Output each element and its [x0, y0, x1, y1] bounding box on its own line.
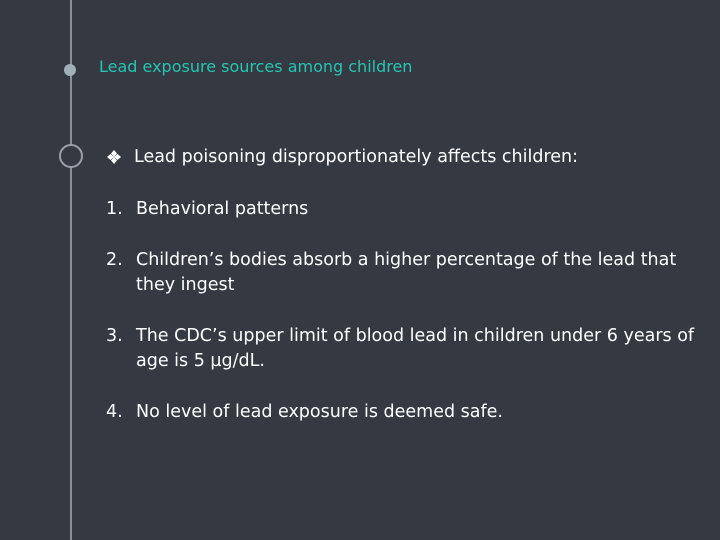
list-item-number: 2.: [106, 250, 123, 270]
diamond-bullet-icon: [106, 149, 122, 165]
list-item-text: Behavioral patterns: [136, 199, 309, 219]
list-item-text: No level of lead exposure is deemed safe.: [136, 402, 503, 422]
list-item-number: 4.: [106, 402, 123, 422]
list-item: [106, 197, 706, 222]
list-item: [106, 248, 706, 298]
timeline-ring-icon: [59, 144, 83, 168]
list-item-number: 3.: [106, 326, 123, 346]
list-item-text: Children’s bodies absorb a higher percentage of the lead that they ingest: [136, 250, 677, 295]
intro-bullet: [106, 147, 578, 167]
list-item: [106, 324, 706, 374]
timeline-line: [70, 0, 72, 540]
list-item-text: The CDC’s upper limit of blood lead in children under 6 years of age is 5 µg/dL.: [136, 326, 695, 371]
intro-bullet-text: Lead poisoning disproportionately affects children:: [134, 147, 579, 167]
list-item-number: 1.: [106, 199, 123, 219]
timeline-dot-icon: [64, 64, 76, 76]
list-item: [106, 400, 706, 425]
slide-title: Lead exposure sources among children: [99, 57, 413, 76]
